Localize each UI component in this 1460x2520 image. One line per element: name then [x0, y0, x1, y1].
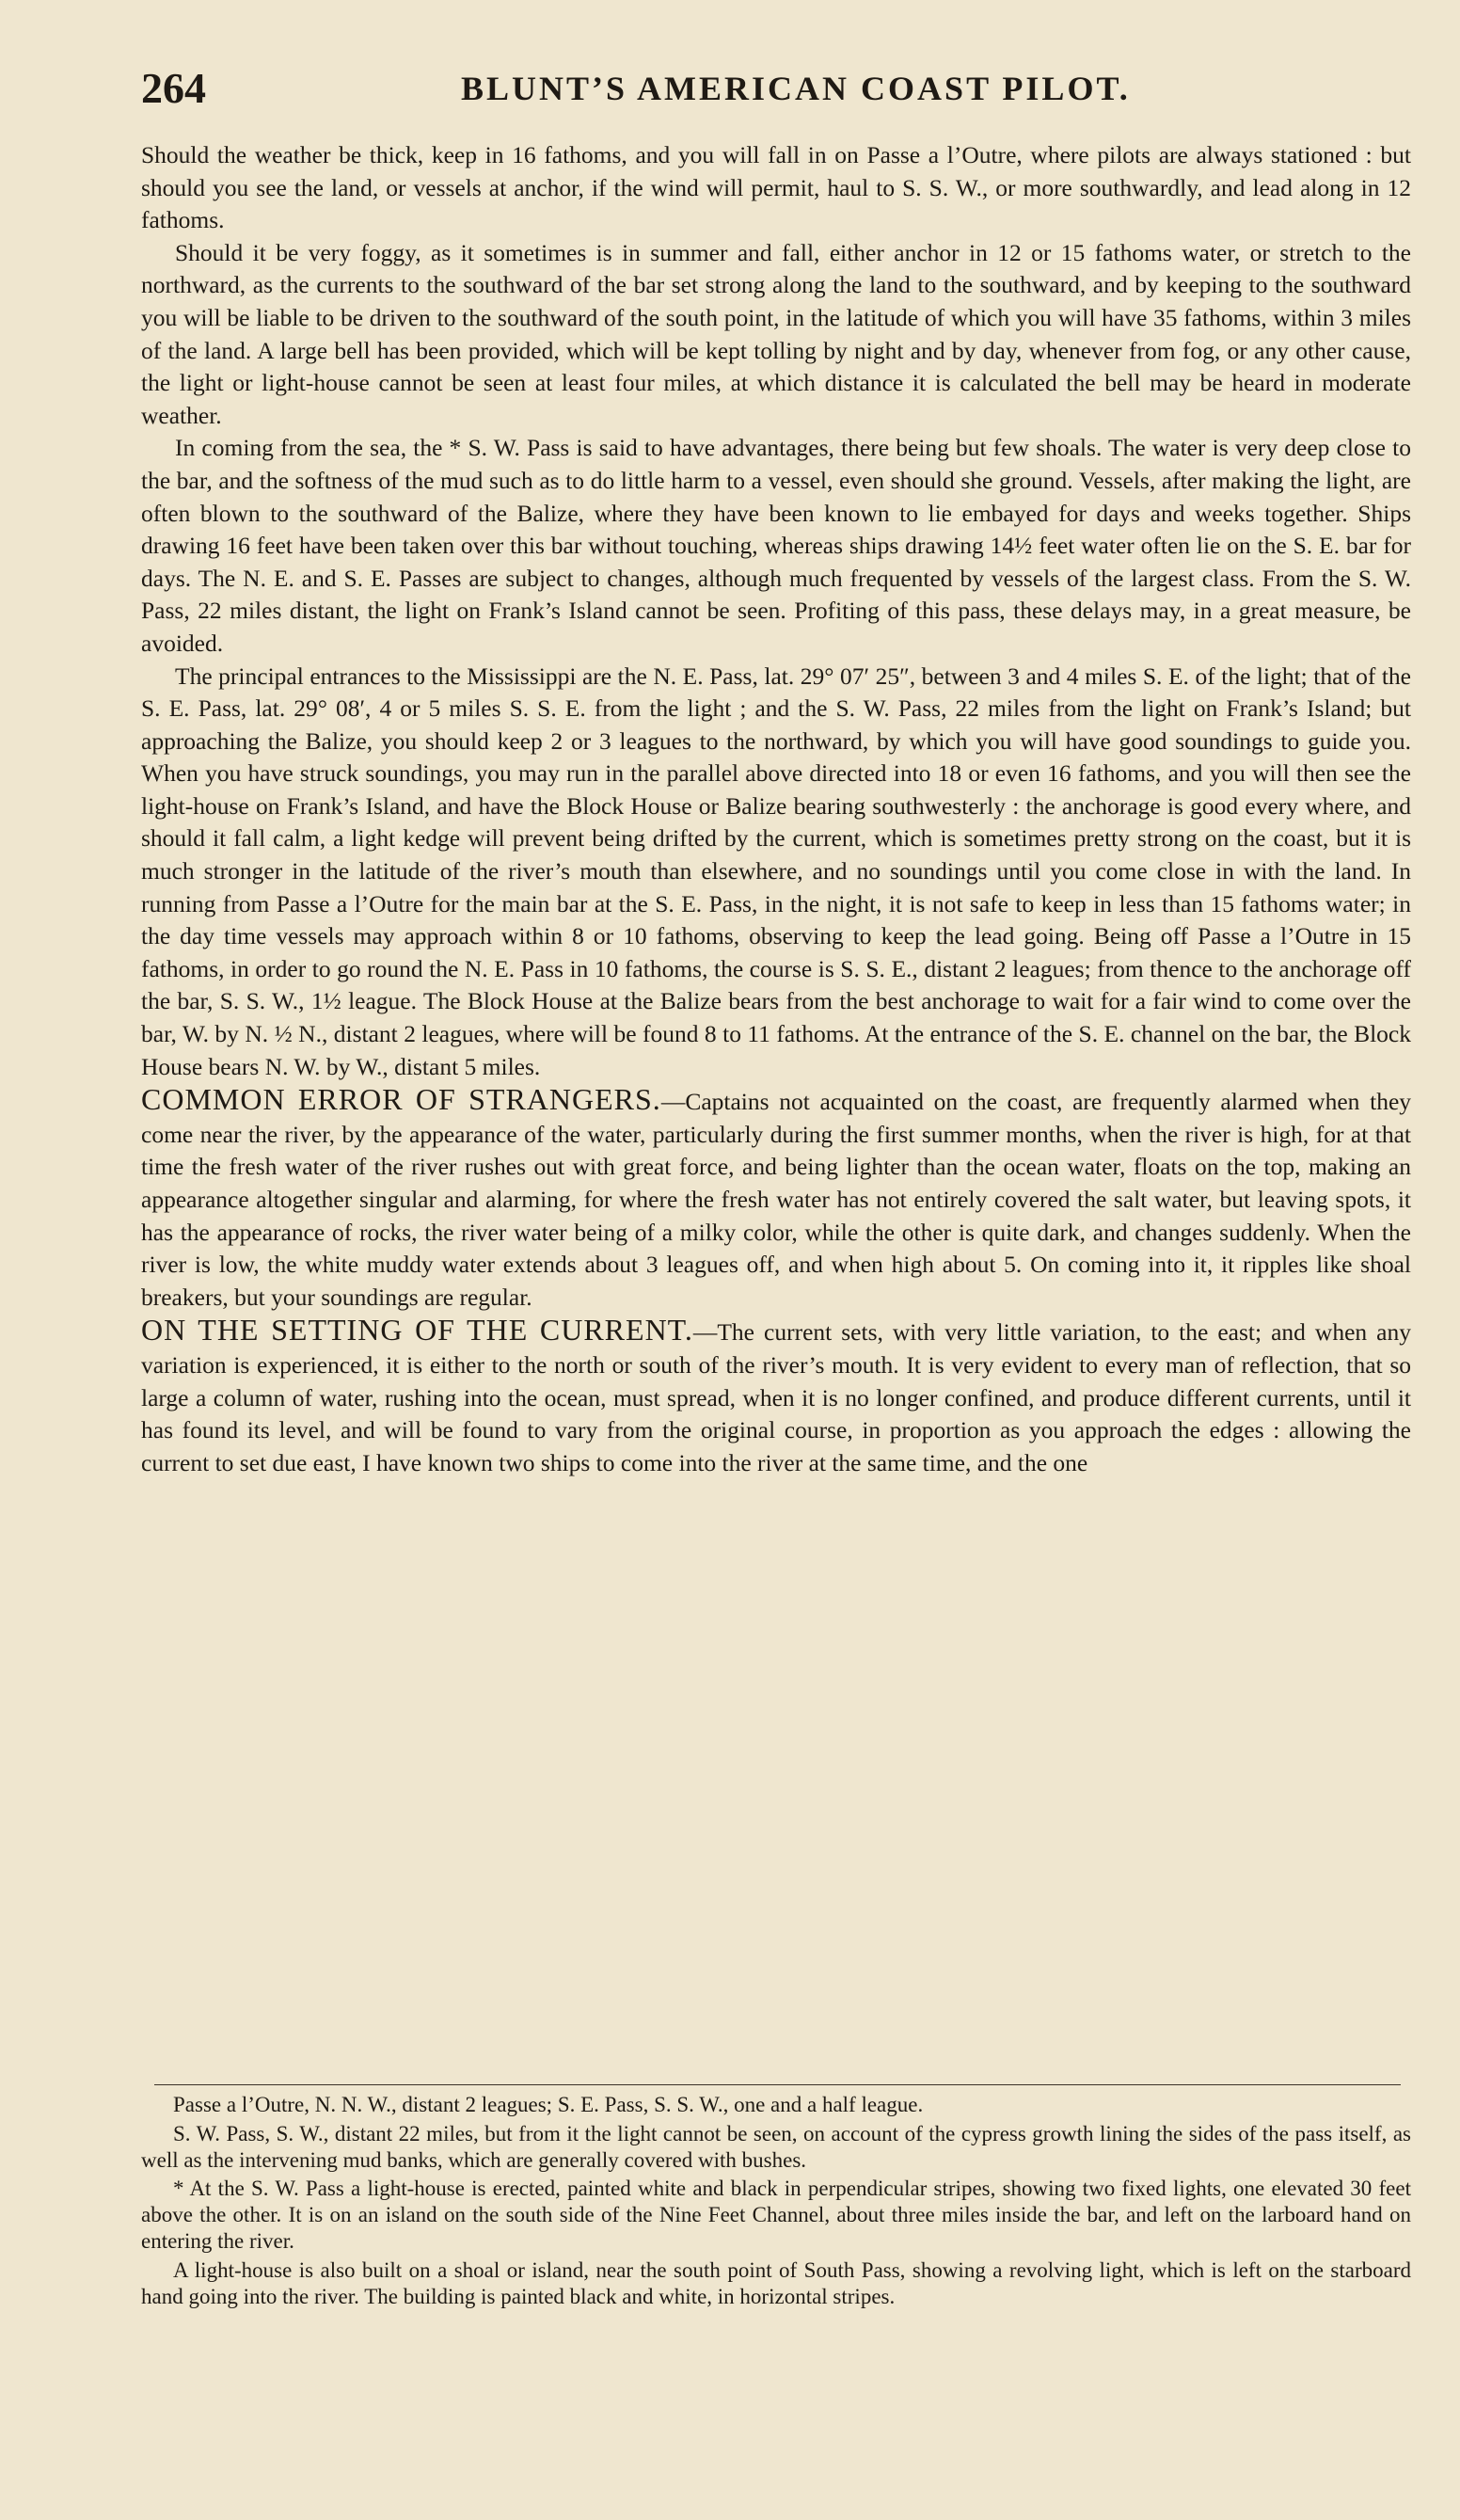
page-number: 264	[141, 64, 206, 112]
paragraph-text: —The current sets, with very little variation, to the east; and when any variation is experienced, it is either to the north or south of the river’s mouth. It is very evident to every man of reflection, that so large a column of water, rushing into the ocean, must spread, when it is no longer confined, and produce different currents, until it has found its level, and will be found to vary from the original course, in proportion as you approach the edges : allowing the current to set due east, I have known two ships to come into the river at the same time, and the one	[141, 1318, 1411, 1476]
running-title: BLUNT’S AMERICAN COAST PILOT.	[461, 70, 1131, 107]
paragraph: Should the weather be thick, keep in 16 fathoms, and you will fall in on Passe a l’Outre, where pilots are always stationed : but should you see the land, or vessels at anchor, if the wind will permit, haul to S. S. W., or more southwardly, and lead along in 12 fathoms.	[141, 141, 1411, 234]
footnote: Passe a l’Outre, N. N. W., distant 2 leagues; S. E. Pass, S. S. W., one and a half league.	[173, 2093, 924, 2116]
footnote: * At the S. W. Pass a light-house is erected, painted white and black in perpendicular stripes, showing two fixed lights, one elevated 30 feet above the other. It is on an island on the south side of the Nine Feet Channel, about three miles inside the bar, and left on the larboard hand on entering the river.	[141, 2177, 1411, 2253]
footnotes	[141, 2092, 1411, 2309]
paragraph: In coming from the sea, the * S. W. Pass is said to have advantages, there being but few shoals. The water is very deep close to the bar, and the softness of the mud such as to do little harm to a vessel, even should she ground. Vessels, after making the light, are often blown to the southward of the Balize, where they have been known to lie embayed for days and weeks together. Ships drawing 16 feet have been taken over this bar without touching, whereas ships drawing 14½ feet water often lie on the S. E. bar for days. The N. E. and S. E. Passes are subject to changes, although much frequented by vessels of the largest class. From the S. W. Pass, 22 miles distant, the light on Frank’s Island cannot be seen. Profiting of this pass, these delays may, in a great measure, be avoided.	[141, 434, 1411, 657]
section-paragraph	[141, 1083, 1411, 1314]
main-text	[141, 139, 1411, 1479]
section-heading: COMMON ERROR OF STRANGERS.	[141, 1082, 661, 1117]
paragraph: The principal entrances to the Mississippi are the N. E. Pass, lat. 29° 07′ 25″, between 3 and 4 miles S. E. of the light; that of the S. E. Pass, lat. 29° 08′, 4 or 5 miles S. S. E. from the light ; and the S. W. Pass, 22 miles from the light on Frank’s Island; but approaching the Balize, you should keep 2 or 3 leagues to the northward, by which you will have good soundings to guide you. When you have struck soundings, you may run in the parallel above directed into 18 or even 16 fathoms, and you will then see the light-house on Frank’s Island, and have the Block House or Balize bearing southwesterly : the anchorage is good every where, and should it fall calm, a light kedge will prevent being drifted by the current, which is sometimes pretty strong on the coast, but it is much stronger in the latitude of the river’s mouth than elsewhere, and no soundings until you come close in with the land. In running from Passe a l’Outre for the main bar at the S. E. Pass, in the night, it is not safe to keep in less than 15 fathoms water; in the day time vessels may approach within 8 or 10 fathoms, observing to keep the lead going. Being off Passe a l’Outre in 15 fathoms, in order to go round the N. E. Pass in 10 fathoms, the course is S. S. E., distant 2 leagues; from thence to the anchorage off the bar, S. S. W., 1½ league. The Block House at the Balize bears from the best anchorage to wait for a fair wind to come over the bar, W. by N. ½ N., distant 2 leagues, where will be found 8 to 11 fathoms. At the entrance of the S. E. channel on the bar, the Block House bears N. W. by W., distant 5 miles.	[141, 662, 1411, 1080]
section-heading: ON THE SETTING OF THE CURRENT.	[141, 1313, 693, 1348]
footnote: A light-house is also built on a shoal or island, near the south point of South Pass, showing a revolving light, which is left on the starboard hand going into the river. The building is painted black and white, in horizontal stripes.	[141, 2257, 1411, 2308]
section-paragraph	[141, 1314, 1411, 1479]
paragraph: Should it be very foggy, as it sometimes is in summer and fall, either anchor in 12 or 15 fathoms water, or stretch to the northward, as the currents to the southward of the bar set strong along the land to the southward, and by keeping to the southward you will be liable to be driven to the southward of the south point, in the latitude of which you will have 35 fathoms, within 3 miles of the land. A large bell has been provided, which will be kept tolling by night and by day, whenever from fog, or any other cause, the light or light-house cannot be seen at least four miles, at which distance it is calculated the bell may be heard in moderate weather.	[141, 238, 1411, 429]
footnote: S. W. Pass, S. W., distant 22 miles, but from it the light cannot be seen, on account of the cypress growth lining the sides of the pass itself, as well as the intervening mud banks, which are generally covered with bushes.	[141, 2121, 1411, 2172]
paragraph-text: —Captains not acquainted on the coast, are frequently alarmed when they come near the river, by the appearance of the water, particularly during the first summer months, when the river is high, for at that time the fresh water of the river rushes out with great force, and being lighter than the ocean water, floats on the top, making an appearance altogether singular and alarming, for where the fresh water has not entirely covered the salt water, but leaving spots, it has the appearance of rocks, the river water being of a milky color, while the other is quite dark, and changes suddenly. When the river is low, the white muddy water extends about 3 leagues off, and when high about 5. On coming into it, it ripples like shoal breakers, but your soundings are regular.	[141, 1088, 1412, 1311]
page-header	[141, 58, 1411, 119]
footnote-divider	[154, 2084, 1401, 2085]
